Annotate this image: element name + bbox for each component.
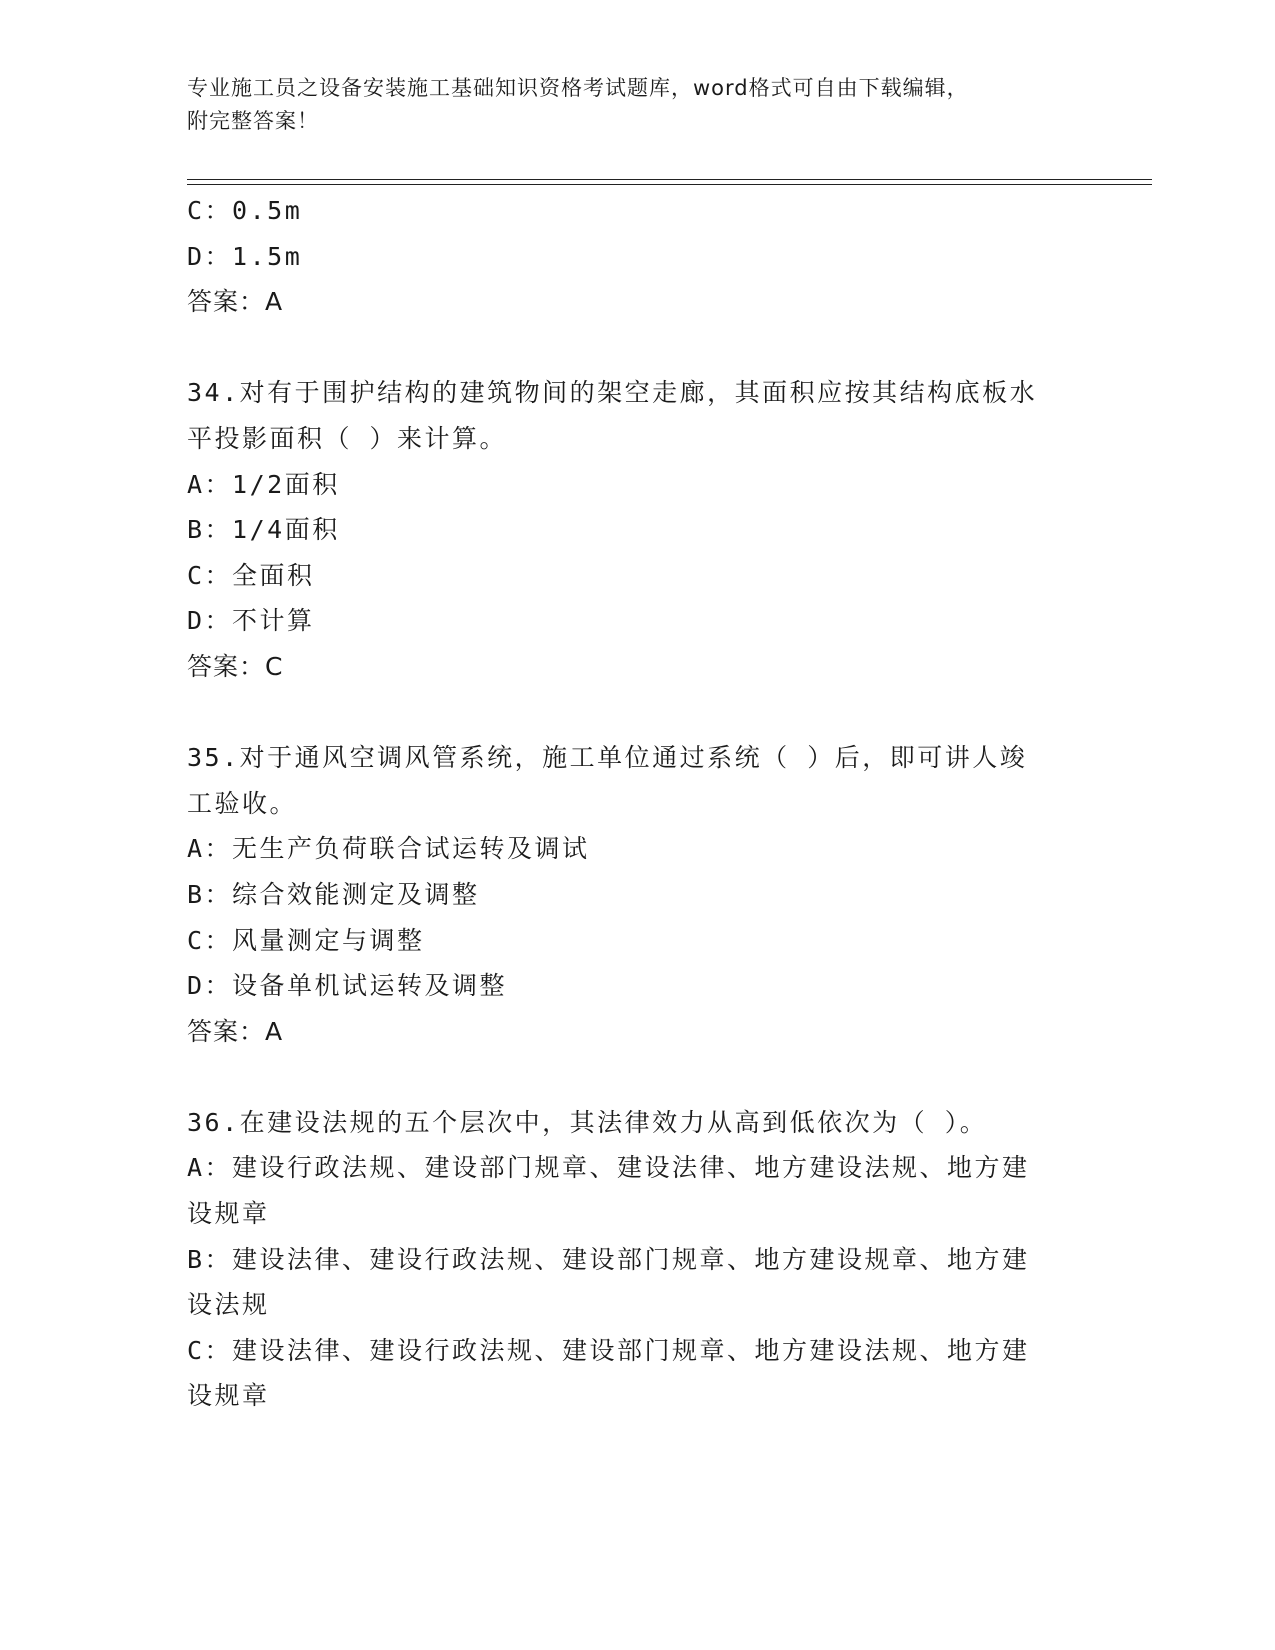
header-divider-top xyxy=(187,179,1152,180)
q34-option-c: C：全面积 xyxy=(187,560,315,590)
q35-stem-line1: 35.对于通风空调风管系统，施工单位通过系统（ ）后，即可讲人竣 xyxy=(187,743,1028,773)
q33-option-d: D：1.5m xyxy=(187,241,303,271)
q36-option-a-line2: 设规章 xyxy=(187,1199,270,1229)
question-34 xyxy=(187,370,1087,689)
q35-answer: 答案：A xyxy=(187,1016,284,1046)
spacer xyxy=(187,325,1087,371)
q35-option-a: A：无生产负荷联合试运转及调试 xyxy=(187,834,590,864)
question-36 xyxy=(187,1100,1087,1419)
q36-option-a-line1: A：建设行政法规、建设部门规章、建设法律、地方建设法规、地方建 xyxy=(187,1153,1030,1183)
q35-option-c: C：风量测定与调整 xyxy=(187,925,425,955)
header-title-line1: 专业施工员之设备安装施工基础知识资格考试题库，word格式可自由下载编辑， xyxy=(187,76,969,100)
q36-option-c-line2: 设规章 xyxy=(187,1381,270,1411)
q34-option-d: D：不计算 xyxy=(187,606,315,636)
q35-option-b: B：综合效能测定及调整 xyxy=(187,879,480,909)
q35-stem-line2: 工验收。 xyxy=(187,788,298,818)
q34-stem-line2: 平投影面积（ ）来计算。 xyxy=(187,423,508,453)
q34-option-a: A：1/2面积 xyxy=(187,469,340,499)
question-35 xyxy=(187,735,1087,1054)
header-divider-bottom xyxy=(187,184,1152,185)
question-content xyxy=(187,188,1087,1419)
document-header xyxy=(187,72,1087,138)
q35-option-d: D：设备单机试运转及调整 xyxy=(187,971,508,1001)
header-title-line2: 附完整答案！ xyxy=(187,109,319,133)
q34-answer: 答案：C xyxy=(187,651,284,681)
spacer xyxy=(187,690,1087,736)
question-33-tail xyxy=(187,188,1087,325)
q36-stem-line1: 36.在建设法规的五个层次中，其法律效力从高到低依次为（ ）。 xyxy=(187,1107,988,1137)
q36-option-c-line1: C：建设法律、建设行政法规、建设部门规章、地方建设法规、地方建 xyxy=(187,1335,1030,1365)
spacer xyxy=(187,1054,1087,1100)
q34-option-b: B：1/4面积 xyxy=(187,515,340,545)
q34-stem-line1: 34.对有于围护结构的建筑物间的架空走廊，其面积应按其结构底板水 xyxy=(187,378,1038,408)
q36-option-b-line2: 设法规 xyxy=(187,1290,270,1320)
q33-option-c: C：0.5m xyxy=(187,196,303,225)
q36-option-b-line1: B：建设法律、建设行政法规、建设部门规章、地方建设规章、地方建 xyxy=(187,1244,1030,1274)
q33-answer: 答案：A xyxy=(187,287,284,317)
